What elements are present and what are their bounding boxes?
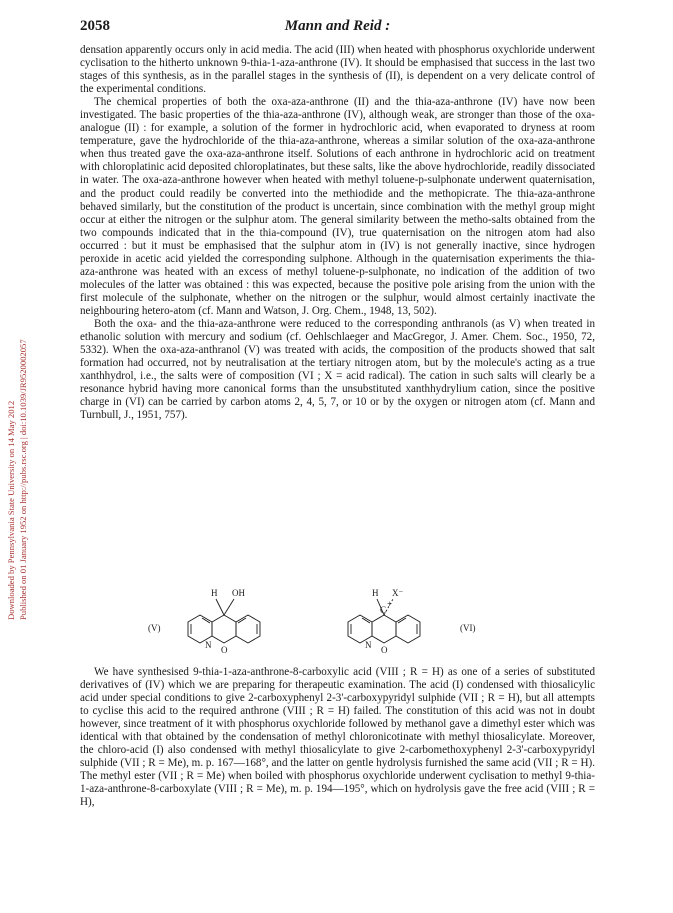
structure-figure xyxy=(80,582,595,660)
publication-notice: Published on 01 January 1952 on http://pubs.rsc.org | doi:10.1039/JR9520002057 xyxy=(18,339,28,620)
vi-nitrogen: N xyxy=(365,640,372,650)
page-header xyxy=(80,18,595,40)
paragraph-2: The chemical properties of both the oxa-aza-anthrone (II) and the thia-aza-anthrone (IV) have now been investigated. The basic properties of the thia-aza-anthrone (IV), although weak, are stronger than those of the oxa-analogue (II) : for example, a solution of the former in hydrochloric acid, when evaporated to dryness at room temperature, gave the hydrochloride of the thia-aza-anthrone, whereas a similar solution of the oxa-aza-anthrone when thus treated gave the oxa-aza-anthrone itself. Solutions of each anthrone in hydrochloric acid on treatment with chloroplatinic acid deposited chloroplatinates, but these salts, like the above hydrochloride, readily dissociated in water. The oxa-aza-anthrone however when heated with methyl toluene-p-sulphonate underwent quaternisation, and the product could readily be converted into the methiodide and the methopicrate. The thia-aza-anthrone behaved similarly, but the constitution of the product is uncertain, since combination with the methyl group might occur at either the nitrogen or the sulphur atom. The general similarity between the metho-salts obtained from the two compounds indicated that in the thia-compound (IV), true quaternisation on the nitrogen atom had also occurred : but it must be emphasised that the sulphur atom in (IV) is not generally inactive, since hydrogen peroxide in acetic acid yielded the corresponding sulphone. Although in the quaternisation experiments the thia-aza-anthrone was heated with an excess of methyl toluene-p-sulphonate, no indication of the addition of two molecules of the latter was obtained : this was expected, because the positive pole arising from the union with the first molecule of the sulphonate, whether on the nitrogen or the sulphur, would almost certainly inactivate the neighbouring hetero-atom (cf. Mann and Watson, J. Org. Chem., 1948, 13, 502). xyxy=(80,96,595,317)
running-title: Mann and Reid : xyxy=(284,18,391,34)
v-nitrogen: N xyxy=(205,640,212,650)
vi-anion: X⁻ xyxy=(392,588,404,598)
vi-carbon: C xyxy=(380,605,387,615)
chemical-structures xyxy=(80,582,595,660)
vi-hydrogen: H xyxy=(372,588,379,598)
vi-oxygen: O xyxy=(381,645,388,655)
page-number: 2058 xyxy=(80,18,110,34)
paragraph-3: Both the oxa- and the thia-aza-anthrone were reduced to the corresponding anthranols (as V) when treated in ethanolic solution with mercury and sodium (cf. Oehlschlaeger and MacGregor, J. Amer. Chem. Soc., 1950, 72, 5332). When the oxa-aza-anthranol (V) was treated with acids, the composition of the products showed that salt formation had occurred, not by neutralisation at the tertiary nitrogen atom, but by the molecule's acting as a true xanthhydrol, i.e., the salts were of composition (VI ; X = acid radical). The cation in such salts will clearly be a resonance hybrid having more canonical forms than the unsubstituted xanthhydrylium cation, since the positive charge in (VI) can be carried by carbon atoms 2, 4, 5, 7, or 10 or by the oxygen or nitrogen atom (cf. Mann and Turnbull, J., 1951, 757). xyxy=(80,317,595,422)
paragraph-4: We have synthesised 9-thia-1-aza-anthrone-8-carboxylic acid (VIII ; R = H) as one of a series of substituted derivatives of (IV) which we are preparing for therapeutic examination. The acid (I) condensed with thiosalicylic acid under special conditions to give 2-carboxyphenyl 2-3'-carboxypyridyl sulphide (VII ; R = H), but all attempts to cyclise this acid to the required anthrone (VIII ; R = H) failed. The constitution of this acid was not in doubt however, since treatment of it with phosphorus oxychloride followed by methanol gave a dimethyl ester which was identical with that obtained by the condensation of methyl chloronicotinate with methyl thiosalicylate. Moreover, the chloro-acid (I) also condensed with methyl thiosalicylate to give 2-carbomethoxyphenyl 2-3'-carboxypyridyl sulphide (VII ; R = Me), m. p. 167—168°, and the latter on gentle hydrolysis furnished the same acid (VII ; R = H). The methyl ester (VII ; R = Me) when boiled with phosphorus oxychloride underwent cyclisation to methyl 9-thia-1-aza-anthrone-8-carboxylate (VIII ; R = Me), m. p. 194—195°, which on hydrolysis gave the free acid (VIII ; R = H), xyxy=(80,666,595,809)
download-watermark xyxy=(0,60,40,620)
v-hydroxyl: OH xyxy=(232,588,245,598)
vi-charge: + xyxy=(387,599,393,609)
label-v: (V) xyxy=(148,623,161,633)
body-text-upper xyxy=(80,44,595,422)
v-hydrogen: H xyxy=(211,588,218,598)
download-notice: Downloaded by Pennsylvania State University on 14 May 2012 xyxy=(6,400,16,620)
label-vi: (VI) xyxy=(460,623,476,633)
structure-v xyxy=(188,599,260,643)
v-oxygen: O xyxy=(221,645,228,655)
body-text-lower xyxy=(80,666,595,810)
paragraph-1: densation apparently occurs only in acid media. The acid (III) when heated with phosphorus oxychloride underwent cyclisation to the hitherto unknown 9-thia-1-aza-anthrone (IV). It should be emphasised that success in the last two stages of this synthesis, as in the parallel stages in the synthesis of (II), is dependent on a very delicate control of the experimental conditions. xyxy=(80,44,595,96)
